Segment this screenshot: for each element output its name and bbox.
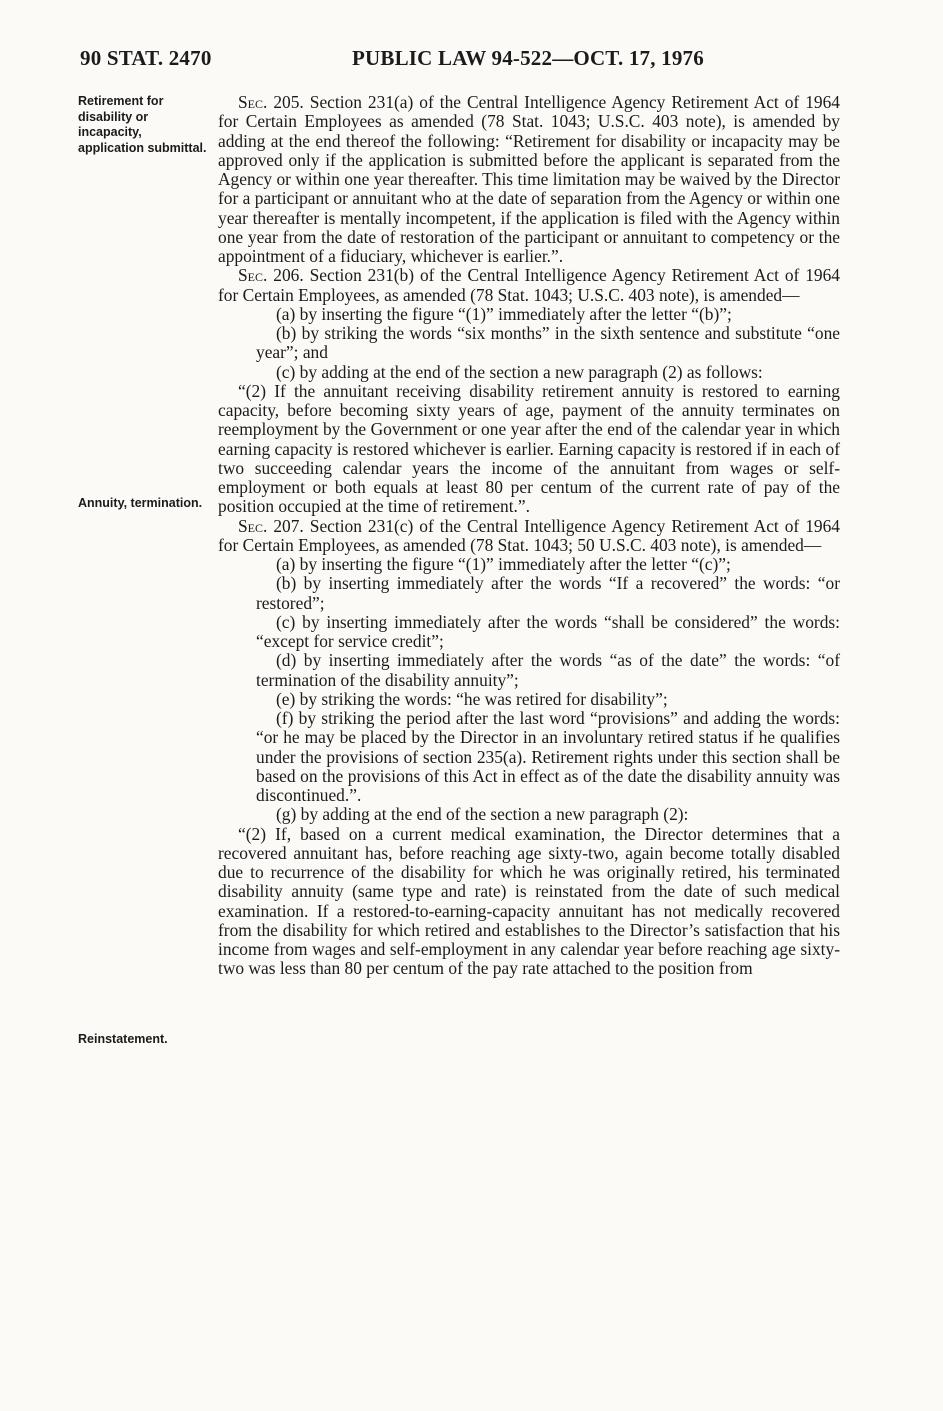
- section-label: Sec. 206.: [238, 265, 304, 286]
- sec207-item-d: (d) by inserting immediately after the words “as of the date” the words: “of termination of the disability annuity”;: [256, 650, 840, 690]
- sec207-item-a: (a) by inserting the figure “(1)” immediately after the letter “(c)”;: [276, 554, 731, 574]
- section-label: Sec. 205.: [238, 92, 304, 112]
- margin-note-annuity-termination: Annuity, termination.: [78, 496, 203, 510]
- section-label: Sec. 207.: [238, 515, 304, 536]
- section-text: Section 231(a) of the Central Intelligence Agency Retirement Act of 1964 for Certain Employees as amended (78 Stat. 1043; U.S.C. 403 note), is amended by adding at the end thereof the following: “Retirement for disability or incapacity may be approved only if the application is submitted before the applicant is separated from the Agency or within one year thereafter. This time limitation may be waived by the Director for a participant or annuitant who at the date of separation from the Agency or within one year thereafter is mentally incompetent, if the application is filed with the Agency within one year from the date of restoration of the participant or annuitant to competency or the appointment of a fiduciary, whichever is earlier.”.: [218, 92, 840, 266]
- section-205: [218, 93, 840, 266]
- section-text: Section 231(c) of the Central Intelligence Agency Retirement Act of 1964 for Certain Employees, as amended (78 Stat. 1043; 50 U.S.C. 403 note), is amended—: [218, 515, 840, 555]
- sec207-paragraph-2: “(2) If, based on a current medical examination, the Director determines that a recovered annuitant has, before reaching age sixty-two, again become totally disabled due to recurrence of the disability for which he was originally retired, his terminated disability annuity (same type and rate) is reinstated from the date of such medical examination. If a restored-to-earning-capacity annuitant has not medically recovered from the disability for which retired and establishes to the Director’s satisfaction that his income from wages and self-employment in any calendar year before reaching age sixty-two was less than 80 per centum of the pay rate attached to the position from: [218, 823, 840, 979]
- sec207-item-e: (e) by striking the words: “he was retired for disability”;: [276, 688, 668, 709]
- sec207-item-b: (b) by inserting immediately after the words “If a recovered” the words: “or restored”;: [256, 573, 840, 613]
- statute-body: [218, 93, 840, 979]
- stat-page-number: 90 STAT. 2470: [80, 46, 212, 70]
- sec207-item-g: (g) by adding at the end of the section a new paragraph (2):: [276, 804, 689, 825]
- sec206-item-c: (c) by adding at the end of the section a new paragraph (2) as follows:: [276, 361, 763, 382]
- sec207-item-c: (c) by inserting immediately after the words “shall be considered” the words: “except for service credit”;: [256, 611, 840, 651]
- sec207-item-f: (f) by striking the period after the last word “provisions” and adding the words: “or he may be placed by the Director in an involuntary retired status if he qualifies under the provisions of section 235(a). Retirement rights under this section shall be based on the provisions of this Act in effect as of the date the disability annuity was discontinued.”.: [256, 708, 840, 805]
- section-206: [218, 266, 840, 305]
- margin-note-reinstatement: Reinstatement.: [78, 1032, 168, 1046]
- section-text: Section 231(b) of the Central Intelligence Agency Retirement Act of 1964 for Certain Employees, as amended (78 Stat. 1043; U.S.C. 403 note), is amended—: [218, 265, 840, 305]
- sec206-paragraph-2: “(2) If the annuitant receiving disability retirement annuity is restored to earning capacity, before becoming sixty years of age, payment of the annuity terminates on reemployment by the Government or one year after the end of the calendar year in which earning capacity is restored whichever is earlier. Earning capacity is restored if in each of two succeeding calendar years the income of the annuitant from wages or self-employment or both equals at least 80 per centum of the current rate of pay of the position occupied at the time of retirement.”.: [218, 380, 840, 517]
- sec206-item-b: (b) by striking the words “six months” in the sixth sentence and substitute “one year”; and: [256, 323, 840, 363]
- section-207: [218, 517, 840, 556]
- public-law-citation: PUBLIC LAW 94-522—OCT. 17, 1976: [352, 46, 704, 70]
- margin-note-retirement: Retirement for disability or incapacity, application submittal.: [78, 94, 207, 155]
- sec206-item-a: (a) by inserting the figure “(1)” immediately after the letter “(b)”;: [276, 303, 732, 324]
- page-header: [0, 46, 943, 76]
